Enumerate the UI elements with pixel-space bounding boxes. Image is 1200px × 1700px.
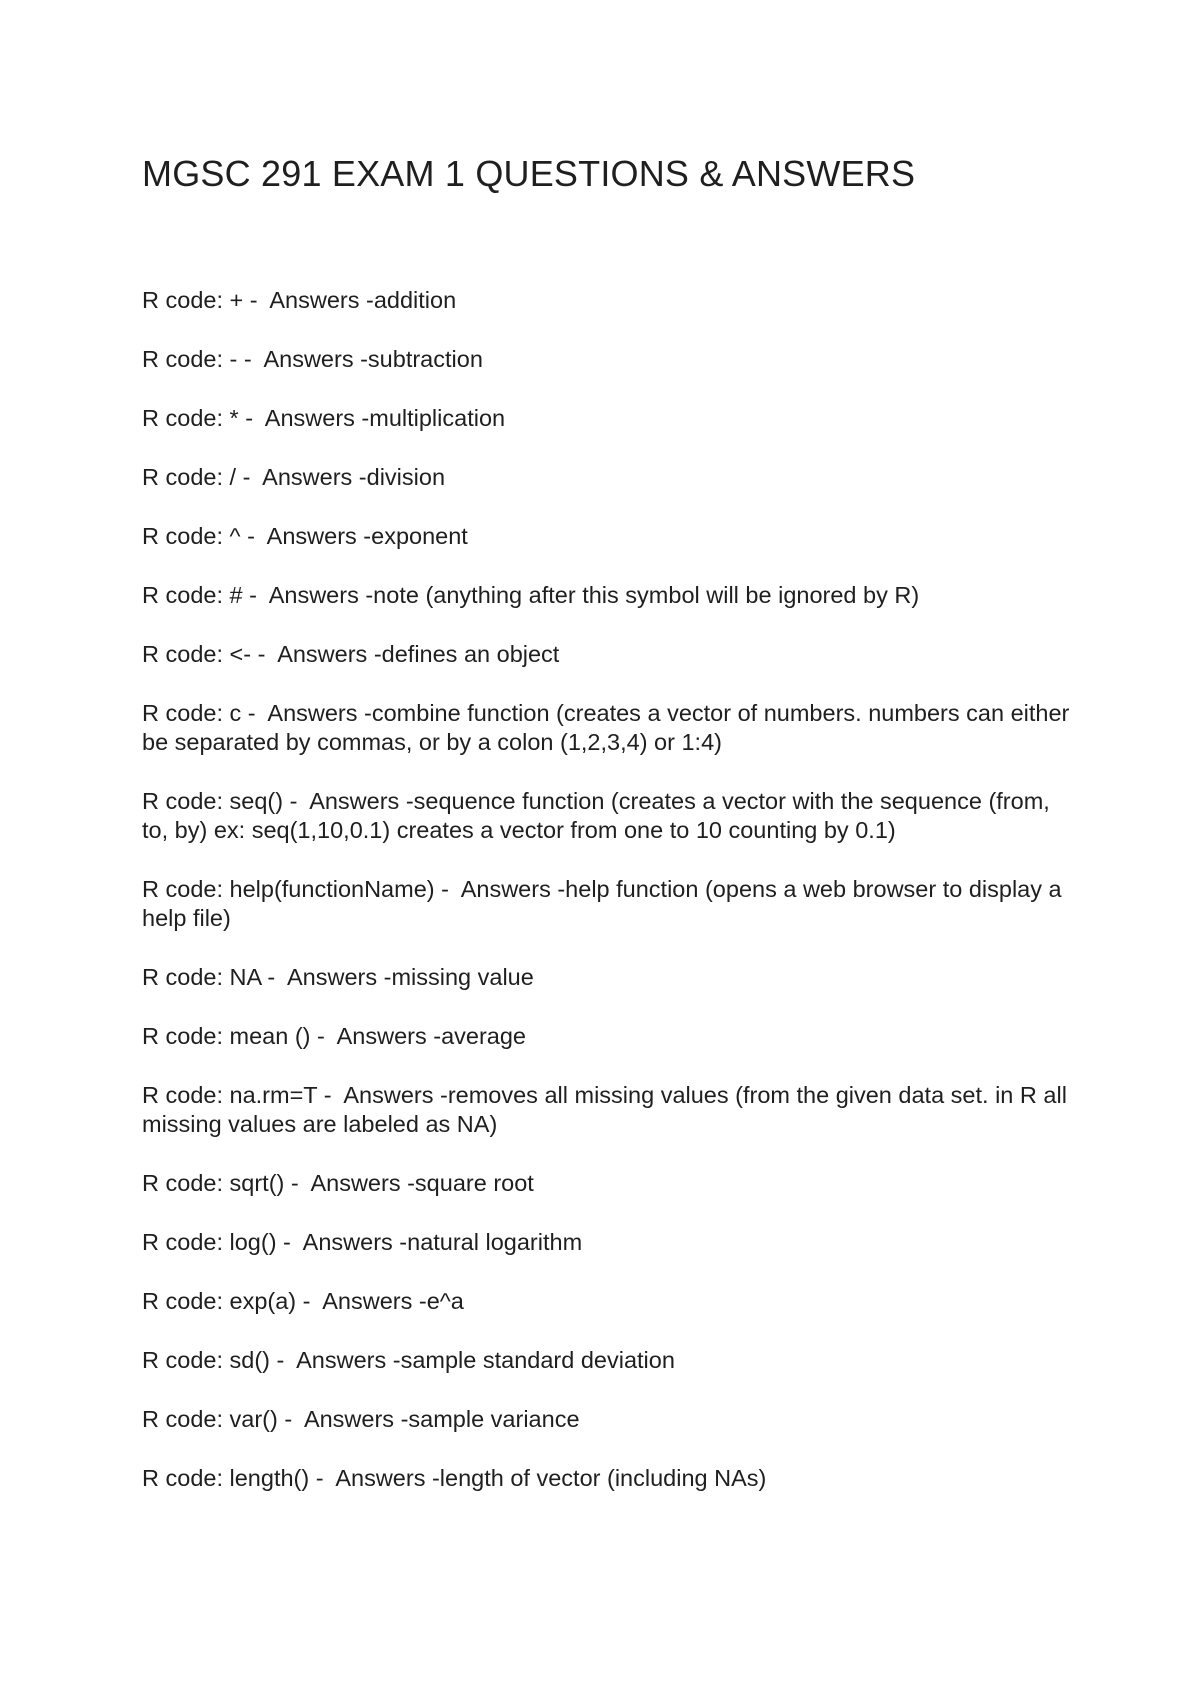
qa-question: R code: c -	[142, 700, 263, 726]
document-title: MGSC 291 EXAM 1 QUESTIONS & ANSWERS	[142, 153, 916, 194]
qa-item	[142, 522, 1070, 551]
qa-answer: Answers -exponent	[266, 523, 468, 549]
qa-answer: Answers -multiplication	[264, 405, 506, 431]
qa-question: R code: na.rm=T -	[142, 1082, 339, 1108]
qa-question: R code: * -	[142, 405, 260, 431]
qa-item	[142, 1405, 1070, 1434]
qa-question: R code: NA -	[142, 964, 282, 990]
qa-question: R code: sd() -	[142, 1347, 291, 1373]
qa-answer: Answers -average	[336, 1023, 526, 1049]
qa-answer: Answers -square root	[310, 1170, 534, 1196]
qa-item	[142, 1464, 1070, 1493]
qa-answer: Answers -sequence function (creates a vector with the sequence (from, to, by) ex: seq(1,10,0.1) creates a vector from one to 10 counting by 0.1)	[142, 788, 1050, 843]
qa-answer: Answers -addition	[269, 287, 457, 313]
qa-question: R code: var() -	[142, 1406, 299, 1432]
qa-item	[142, 581, 1070, 610]
qa-question: R code: + -	[142, 287, 265, 313]
qa-item	[142, 345, 1070, 374]
qa-question: R code: # -	[142, 582, 264, 608]
qa-question: R code: / -	[142, 464, 257, 490]
qa-item	[142, 640, 1070, 669]
qa-item	[142, 1169, 1070, 1198]
qa-answer: Answers -combine function (creates a vector of numbers. numbers can either be separated by commas, or by a colon (1,2,3,4) or 1:4)	[142, 700, 1070, 755]
qa-item	[142, 1228, 1070, 1257]
qa-answer: Answers -missing value	[286, 964, 534, 990]
qa-answer: Answers -sample variance	[303, 1406, 580, 1432]
qa-answer: Answers -division	[262, 464, 446, 490]
qa-question: R code: help(functionName) -	[142, 876, 456, 902]
qa-answer: Answers -sample standard deviation	[296, 1347, 675, 1373]
qa-item	[142, 699, 1070, 757]
qa-item	[142, 463, 1070, 492]
qa-item	[142, 1287, 1070, 1316]
qa-answer: Answers -length of vector (including NAs)	[335, 1465, 767, 1491]
qa-answer: Answers -subtraction	[263, 346, 483, 372]
qa-item	[142, 1022, 1070, 1051]
qa-question: R code: <- -	[142, 641, 272, 667]
qa-answer: Answers -natural logarithm	[302, 1229, 583, 1255]
qa-question: R code: seq() -	[142, 788, 304, 814]
qa-question: R code: exp(a) -	[142, 1288, 318, 1314]
qa-answer: Answers -note (anything after this symbol will be ignored by R)	[268, 582, 920, 608]
qa-question: R code: sqrt() -	[142, 1170, 306, 1196]
qa-question: R code: - -	[142, 346, 259, 372]
qa-question: R code: mean () -	[142, 1023, 332, 1049]
qa-answer: Answers -help function (opens a web browser to display a help file)	[142, 876, 1062, 931]
qa-item	[142, 963, 1070, 992]
qa-item	[142, 404, 1070, 433]
qa-list	[142, 286, 1070, 1523]
qa-answer: Answers -defines an object	[277, 641, 560, 667]
qa-item	[142, 875, 1070, 933]
qa-answer: Answers -removes all missing values (from the given data set. in R all missing values are labeled as NA)	[142, 1082, 1067, 1137]
qa-answer: Answers -e^a	[322, 1288, 464, 1314]
qa-question: R code: length() -	[142, 1465, 331, 1491]
qa-question: R code: ^ -	[142, 523, 262, 549]
qa-question: R code: log() -	[142, 1229, 298, 1255]
qa-item	[142, 787, 1070, 845]
qa-item	[142, 1346, 1070, 1375]
qa-item	[142, 1081, 1070, 1139]
qa-item	[142, 286, 1070, 315]
